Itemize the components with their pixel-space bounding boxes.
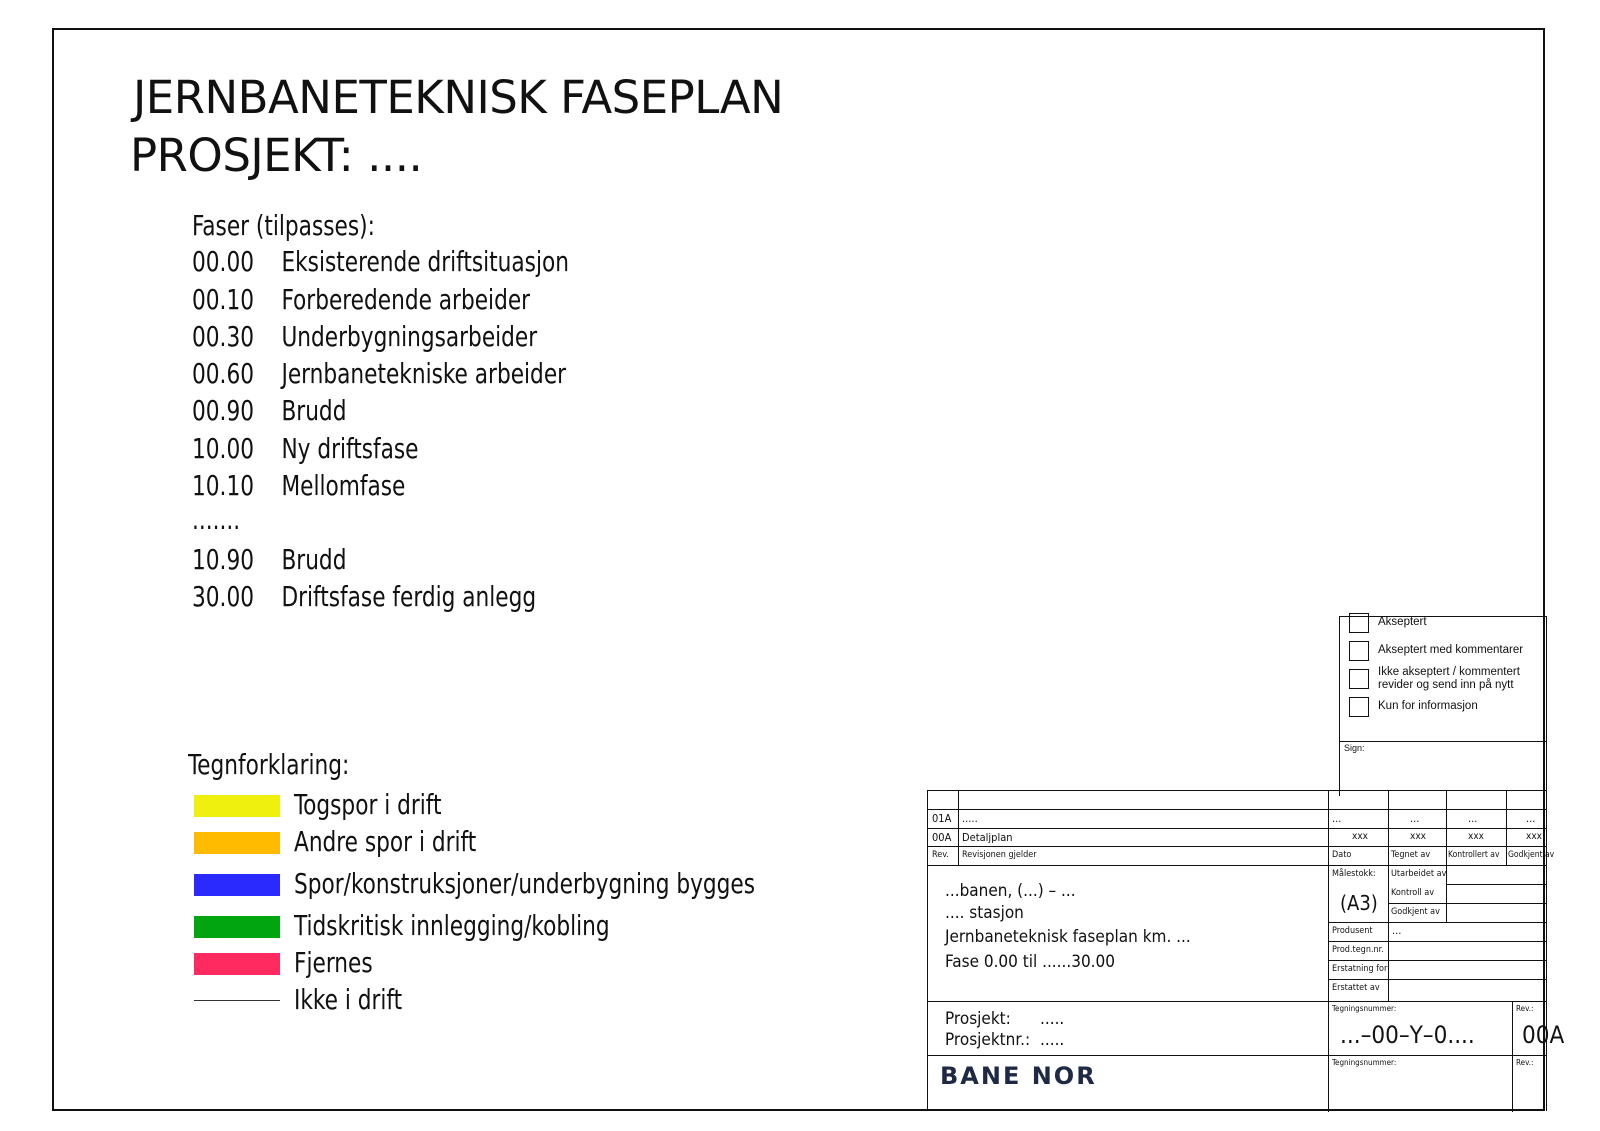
rev-desc: ..... [962,812,978,825]
drawing-no-label: Tegningsnummer: [1332,1004,1397,1013]
legend-label: Togspor i drift [294,788,442,821]
phase-label: Eksisterende driftsituasjon [281,245,569,278]
legend-heading: Tegnforklaring: [188,748,350,781]
rev-date: xxx [1352,831,1368,842]
project-value: ..... [1040,1009,1065,1029]
phase-row [192,503,281,537]
rev-approved: ... [1526,812,1536,825]
phase-code: 00.10 [192,283,255,316]
rev-header: Revisjonen gjelder [962,850,1037,860]
legend-swatch [194,874,280,896]
phases-heading: Faser (tilpasses): [192,209,375,242]
approval-checkbox-kommentarer[interactable] [1349,641,1369,661]
phase-label: Jernbanetekniske arbeider [281,357,567,390]
phase-code: 00.60 [192,357,255,390]
scale-label: Målestokk: [1332,869,1376,879]
legend-label: Ikke i drift [294,983,403,1016]
meta-label: Erstattet av [1332,983,1380,993]
phase-row [192,320,537,354]
legend-label: Andre spor i drift [294,825,477,858]
phase-code: 00.30 [192,320,255,353]
desc-line: Jernbaneteknisk faseplan km. ... [945,927,1191,947]
drawing-no-label: Tegningsnummer: [1332,1058,1397,1067]
rev-checked: xxx [1468,831,1484,842]
role-label: Godkjent av [1391,907,1440,917]
projectnr-label: Prosjektnr.: [945,1030,1031,1050]
phase-code: 00.90 [192,394,255,427]
rev-drawn: ... [1410,812,1420,825]
rev-code: 00A [932,831,952,844]
bane-nor-logo: BANE NOR [940,1062,1097,1090]
phase-row [192,245,569,279]
legend-swatch [194,1000,280,1001]
legend-label: Tidskritisk innlegging/kobling [294,909,610,942]
scale-value: (A3) [1340,891,1378,915]
sign-label: Sign: [1344,743,1365,753]
rev-header: Tegnet av [1391,850,1431,860]
legend-swatch [194,953,280,975]
meta-label: Prod.tegn.nr. [1332,945,1384,955]
drawing-no-value: ...–00–Y–0.... [1340,1021,1475,1049]
phase-label: Brudd [281,543,347,576]
phase-label: Ny driftsfase [281,432,419,465]
phase-code: 10.10 [192,469,255,502]
phase-code: 00.00 [192,245,255,278]
approval-label: Akseptert med kommentarer [1378,644,1524,656]
drawing-title: JERNBANETEKNISK FASEPLAN [133,71,784,124]
approval-checkbox-informasjon[interactable] [1349,697,1369,717]
role-label: Kontroll av [1391,888,1435,898]
phase-label: Driftsfase ferdig anlegg [281,580,537,613]
desc-line: ...banen, (...) – ... [945,881,1076,901]
phase-row [192,357,566,391]
rev-approved: xxx [1526,831,1542,842]
meta-value: ... [1392,924,1402,937]
rev-desc: Detaljplan [962,831,1013,844]
phase-code: 10.00 [192,432,255,465]
phase-label: Underbygningsarbeider [281,320,538,353]
phase-row [192,432,419,466]
meta-label: Produsent [1332,926,1373,936]
phase-row [192,543,346,577]
approval-label: Ikke akseptert / kommentert revider og send inn på nytt [1378,666,1520,691]
sign-divider [1340,741,1546,742]
phase-code: 30.00 [192,580,255,613]
rev-label: Rev.: [1516,1058,1534,1067]
role-label: Utarbeidet av [1391,869,1447,879]
phase-label: Mellomfase [281,469,406,502]
phase-row [192,283,530,317]
phase-code: 10.90 [192,543,255,576]
approval-label: Kun for informasjon [1378,700,1478,712]
rev-code: 01A [932,812,952,825]
project-label: Prosjekt: [945,1009,1011,1029]
phase-row [192,394,346,428]
legend-swatch [194,916,280,938]
approval-checkbox-ikke-akseptert[interactable] [1349,669,1369,689]
legend-swatch [194,795,280,817]
approval-label: Akseptert [1378,616,1427,628]
rev-date: ... [1332,812,1342,825]
rev-header: Dato [1332,850,1352,860]
desc-line: Fase 0.00 til ......30.00 [945,952,1115,972]
phase-row [192,580,536,614]
approval-box [1339,616,1547,796]
phase-row [192,469,405,503]
legend-swatch [194,832,280,854]
rev-label: Rev.: [1516,1004,1534,1013]
desc-line: .... stasjon [945,903,1024,923]
rev-checked: ... [1468,812,1478,825]
meta-label: Erstatning for [1332,964,1388,974]
phase-label: Brudd [281,394,347,427]
approval-checkbox-akseptert[interactable] [1349,613,1369,633]
legend-label: Spor/konstruksjoner/underbygning bygges [294,867,756,900]
rev-drawn: xxx [1410,831,1426,842]
project-title: PROSJEKT: .... [130,129,423,182]
rev-header: Kontrollert av [1448,850,1500,860]
phase-code: ....... [192,503,241,536]
rev-header: Rev. [932,850,949,860]
projectnr-value: ..... [1040,1030,1065,1050]
rev-value: 00A [1522,1021,1565,1049]
rev-header: Godkjent av [1508,850,1555,860]
legend-label: Fjernes [294,946,373,979]
phase-label: Forberedende arbeider [281,283,531,316]
